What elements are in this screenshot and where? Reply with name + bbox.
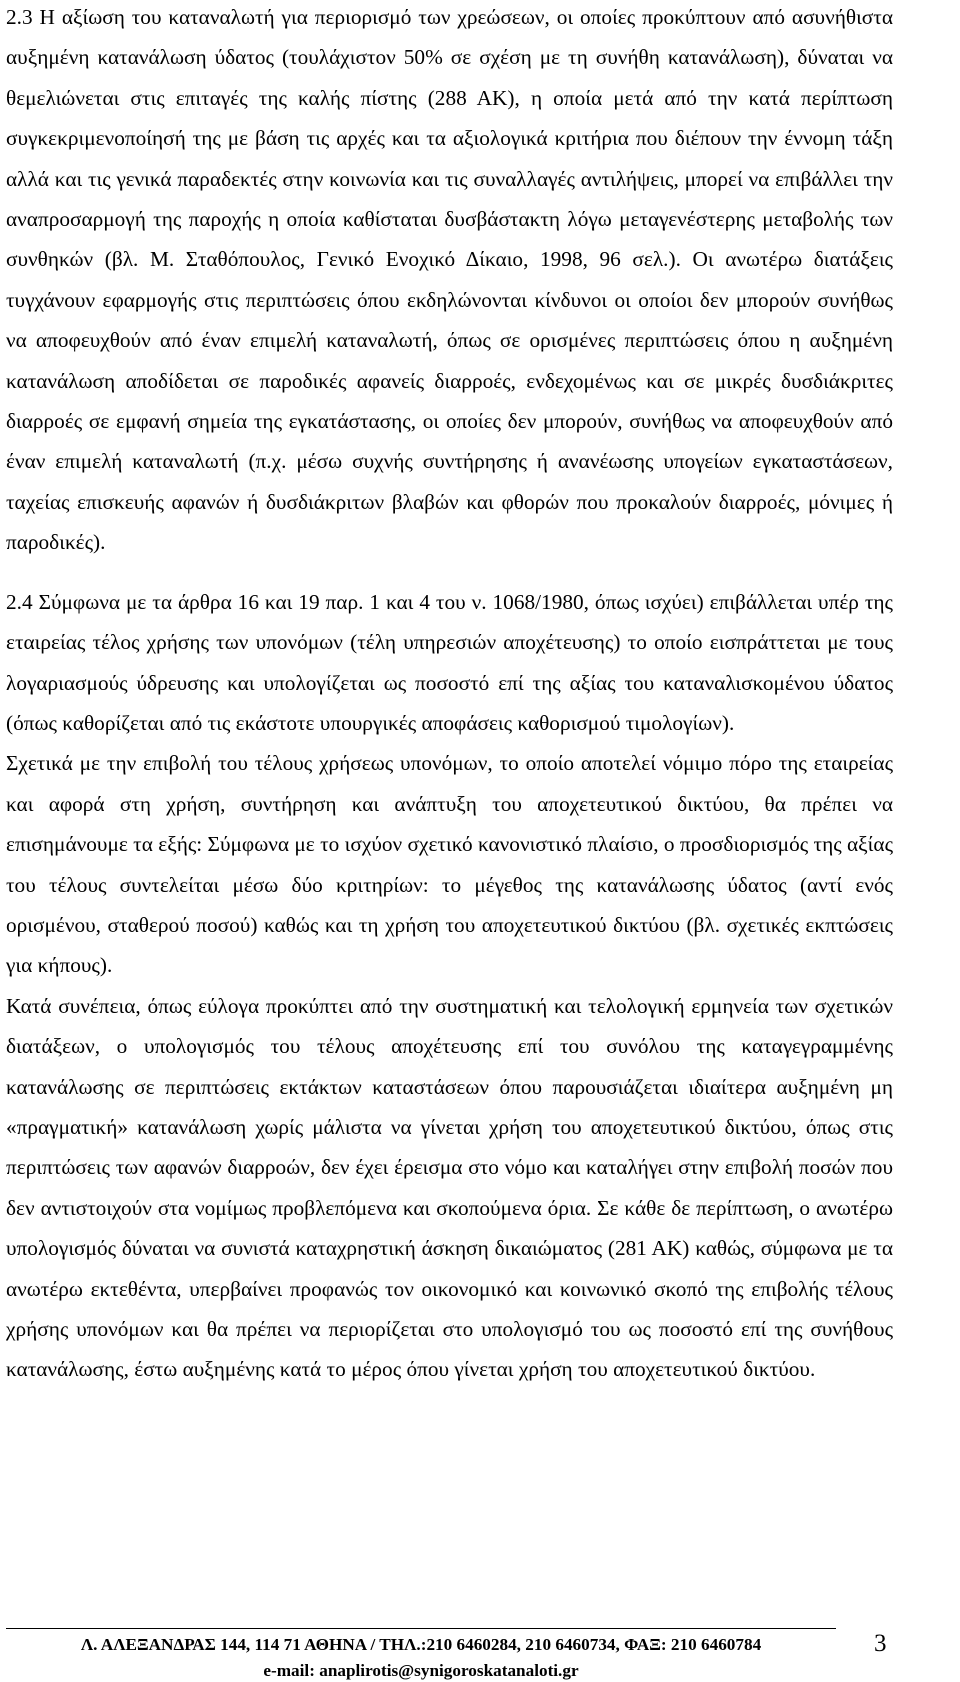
paragraph-2-4: 2.4 Σύμφωνα με τα άρθρα 16 και 19 παρ. 1 και 4 του ν. 1068/1980, όπως ισχύει) επιβάλλεται υπέρ της εταιρείας τέλος χρήσης των υπονόμων (τέλη υπηρεσιών αποχέτευσης) το οποίο εισπράττεται με τους λογαριασμούς ύδρευσης και υπολογίζεται ως ποσοστό επί της αξίας του καταναλισκομένου ύδατος (όπως καθορίζεται από τις εκάστοτε υπουργικές αποφάσεις καθορισμού τιμολογίων). — [6, 589, 893, 735]
paragraph-consequence: Κατά συνέπεια, όπως εύλογα προκύπτει από την συστηματική και τελολογική ερμηνεία των σχετικών διατάξεων, ο υπολογισμός του τέλους αποχέτευσης επί του συνόλου της καταγεγραμμένης κατανάλωσης σε περιπτώσεις εκτάκτων καταστάσεων όπου παρουσιάζεται ιδιαίτερα αυξημένη μη «πραγματική» κατανάλωση χωρίς μάλιστα να γίνεται χρήση του αποχετευτικού δικτύου, όπως στις περιπτώσεις των αφανών διαρροών, δεν έχει έρεισμα στο νόμο και καταλήγει στην επιβολή ποσών που δεν αντιστοιχούν στα νομίμως προβλεπόμενα και σκοπούμενα όρια. Σε κάθε δε περίπτωση, ο ανωτέρω υπολογισμός δύναται να συνιστά καταχρηστική άσκηση δικαιώματος (281 ΑΚ) καθώς, σύμφωνα με τα ανωτέρω εκτεθέντα, υπερβαίνει προφανώς τον οικονομικό και κοινωνικό σκοπό της επιβολής τέλους χρήσης υπονόμων και θα πρέπει να περιορίζεται στο υπολογισμό του ως ποσοστό επί της συνήθους κατανάλωσης, έστω αυξημένης κατά το μέρος όπου γίνεται χρήση του αποχετευτικού δικτύου. — [6, 993, 893, 1382]
paragraph-2-3: 2.3 Η αξίωση του καταναλωτή για περιορισμό των χρεώσεων, οι οποίες προκύπτουν από ασυνήθιστα αυξημένη κατανάλωση ύδατος (τουλάχιστον 50% σε σχέση με τη συνήθη κατανάλωση), δύναται να θεμελιώνεται στις επιταγές της καλής πίστης (288 ΑΚ), η οποία μετά από την κατά περίπτωση συγκεκριμενοποίησή της με βάση τις αρχές και τα αξιολογικά κριτήρια που διέπουν την έννομη τάξη αλλά και τις γενικά παραδεκτές στην κοινωνία και τις συναλλαγές αντιλήψεις, μπορεί να επιβάλλει την αναπροσαρμογή της παροχής η οποία καθίσταται δυσβάστακτη λόγω μεταγενέστερης μεταβολής των συνθηκών (βλ. Μ. Σταθόπουλος, Γενικό Ενοχικό Δίκαιο, 1998, 96 σελ.). Οι ανωτέρω διατάξεις τυγχάνουν εφαρμογής στις περιπτώσεις όπου εκδηλώνονται κίνδυνοι οι οποίοι δεν μπορούν συνήθως να αποφευχθούν από έναν επιμελή καταναλωτή, όπως σε ορισμένες περιπτώσεις όπου η αυξημένη κατανάλωση αποδίδεται σε παροδικές αφανείς διαρροές, ενδεχομένως και σε μικρές δυσδιάκριτες διαρροές σε εμφανή σημεία της εγκατάστασης, οι οποίες δεν μπορούν, συνήθως να αποφευχθούν από έναν επιμελή καταναλωτή (π.χ. μέσω συχνής συντήρησης ή ανανέωσης υπογείων εγκαταστάσεων, ταχείας επισκευής αφανών ή δυσδιάκριτων βλαβών και φθορών που προκαλούν διαρροές, μόνιμες ή παροδικές). — [6, 5, 893, 555]
page-number: 3 — [874, 1630, 887, 1657]
footer-email: e-mail: anaplirotis@synigoroskatanaloti.gr — [263, 1661, 579, 1680]
document-body — [6, 0, 893, 1390]
footer-address: Λ. ΑΛΕΞΑΝΔΡΑΣ 144, 114 71 ΑΘΗΝΑ / ΤΗΛ.:210 6460284, 210 6460734, ΦΑΞ: 210 6460784 — [80, 1635, 762, 1654]
page-footer — [0, 1626, 960, 1682]
paragraph-sewer-fee: Σχετικά με την επιβολή του τέλους χρήσεως υπονόμων, το οποίο αποτελεί νόμιμο πόρο της εταιρείας και αφορά στη χρήση, συντήρηση και ανάπτυξη του αποχετευτικού δικτύου, θα πρέπει να επισημάνουμε τα εξής: Σύμφωνα με το ισχύον σχετικό κανονιστικό πλαίσιο, ο προσδιορισμός της αξίας του τέλους συντελείται μέσω δύο κριτηρίων: το μέγεθος της κατανάλωσης ύδατος (αντί ενός ορισμένου, σταθερού ποσού) καθώς και τη χρήση του αποχετευτικού δικτύου (βλ. σχετικές εκπτώσεις για κήπους). — [6, 751, 893, 978]
footer-divider — [6, 1628, 836, 1629]
